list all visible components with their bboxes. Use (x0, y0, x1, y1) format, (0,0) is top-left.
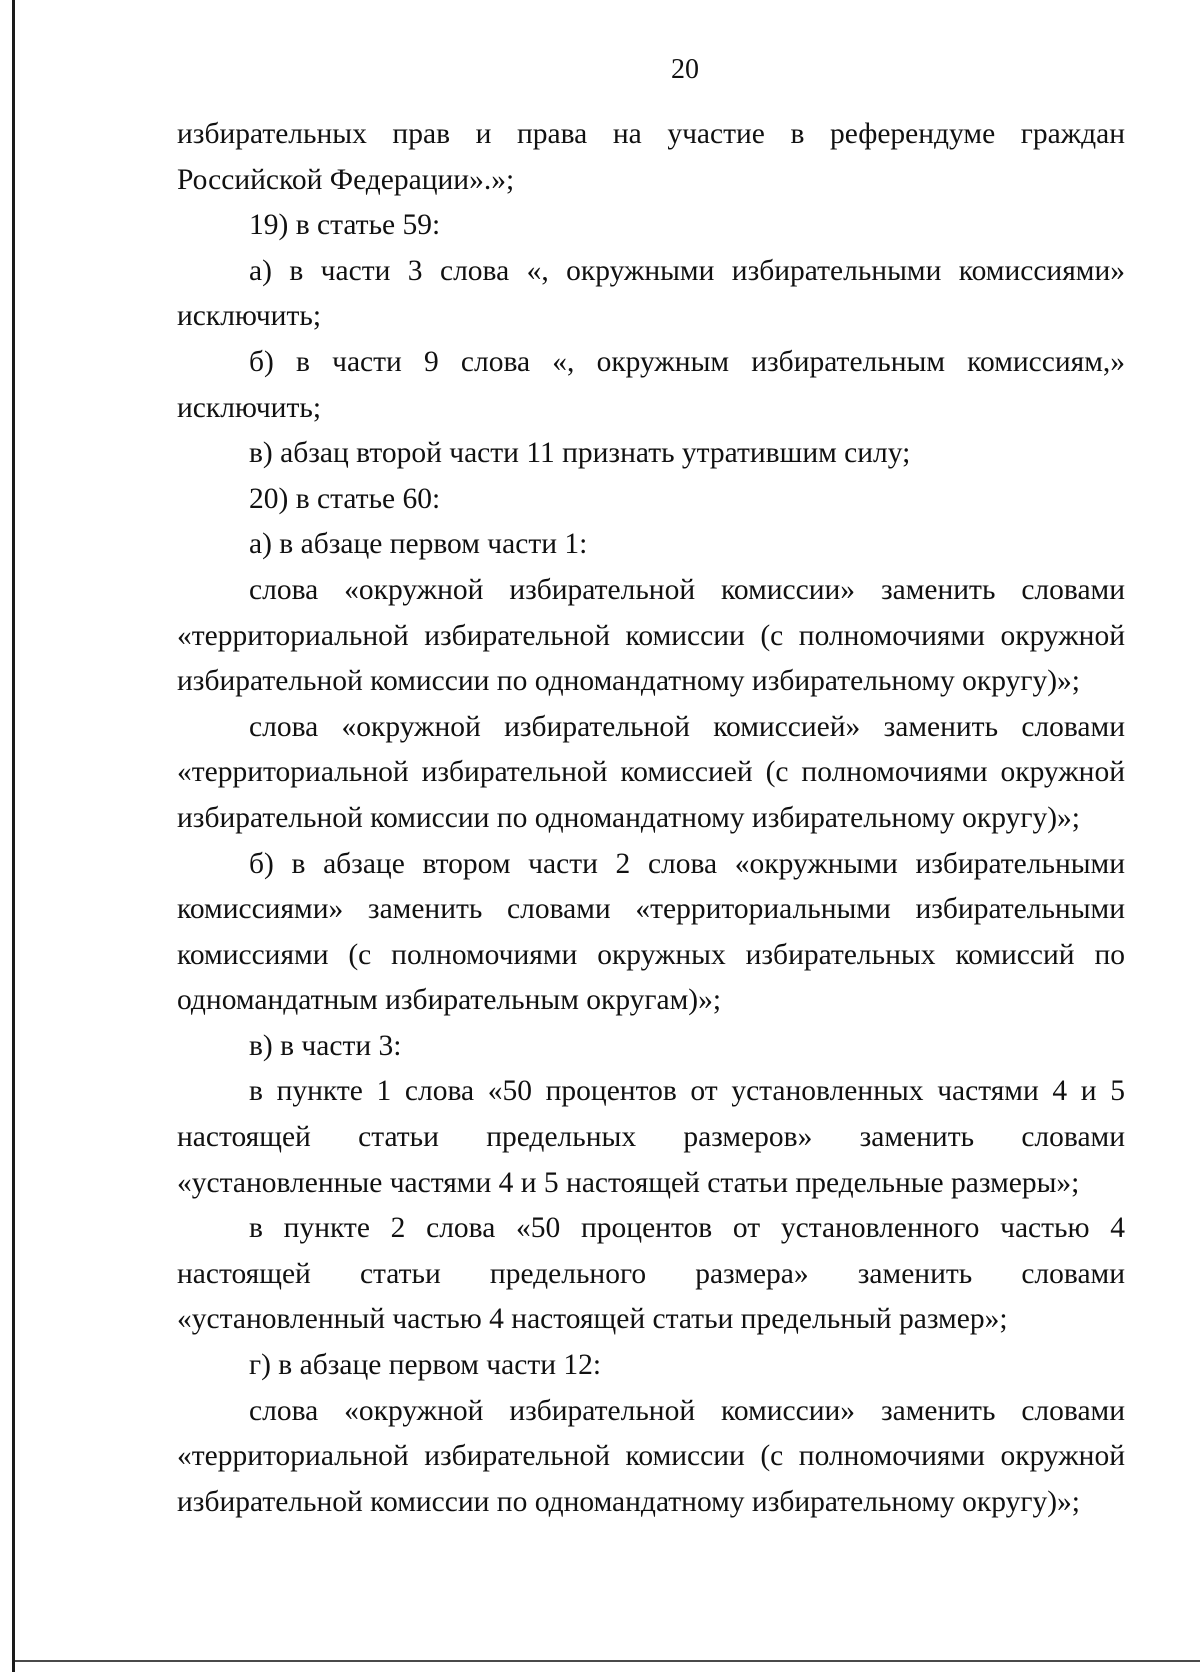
paragraph-9: слова «окружной избирательной комиссией» заменить словами «территориальной избирательной комиссией (с полномочиями окружной избирательной комиссии по одномандатному избирательному округу)»; (177, 710, 1125, 834)
paragraph-12: в пункте 1 слова «50 процентов от установленных частями 4 и 5 настоящей статьи предельных размеров» заменить словами «установленные частями 4 и 5 настоящей статьи предельные размеры»; (177, 1075, 1125, 1199)
paragraph-1: избирательных прав и права на участие в референдуме граждан Российской Федерации».»; (177, 118, 1125, 196)
paragraph-6: 20) в статье 60: (249, 482, 441, 515)
paragraph-11: в) в части 3: (249, 1029, 402, 1062)
paragraph-13: в пункте 2 слова «50 процентов от установленного частью 4 настоящей статьи предельного размера» заменить словами «установленный частью 4 настоящей статьи предельный размер»; (177, 1212, 1125, 1336)
scan-edge-left (12, 0, 15, 1672)
paragraph-5: в) абзац второй части 11 признать утратившим силу; (249, 437, 911, 470)
paragraph-3: а) в части 3 слова «, окружными избирательными комиссиями» исключить; (177, 254, 1125, 333)
paragraph-15: слова «окружной избирательной комиссии» заменить словами «территориальной избирательной комиссии (с полномочиями окружной избирательной комиссии по одномандатному избирательному округу)»; (177, 1394, 1125, 1518)
scan-edge-bottom (15, 1660, 1200, 1662)
paragraph-14: г) в абзаце первом части 12: (249, 1349, 602, 1382)
page-number: 20 (671, 54, 699, 85)
paragraph-7: а) в абзаце первом части 1: (249, 528, 588, 561)
paragraph-4: б) в части 9 слова «, окружным избирательным комиссиям,» исключить; (177, 345, 1125, 424)
document-body (177, 112, 1125, 1525)
paragraph-8: слова «окружной избирательной комиссии» заменить словами «территориальной избирательной комиссии (с полномочиями окружной избирательной комиссии по одномандатному избирательному округу)»; (177, 573, 1125, 698)
paragraph-10: б) в абзаце втором части 2 слова «окружными избирательными комиссиями» заменить словами «территориальными избирательными комиссиями (с полномочиями окружных избирательных комиссий по одномандатным избирательным округам)»; (177, 847, 1125, 1017)
paragraph-2: 19) в статье 59: (249, 209, 441, 242)
